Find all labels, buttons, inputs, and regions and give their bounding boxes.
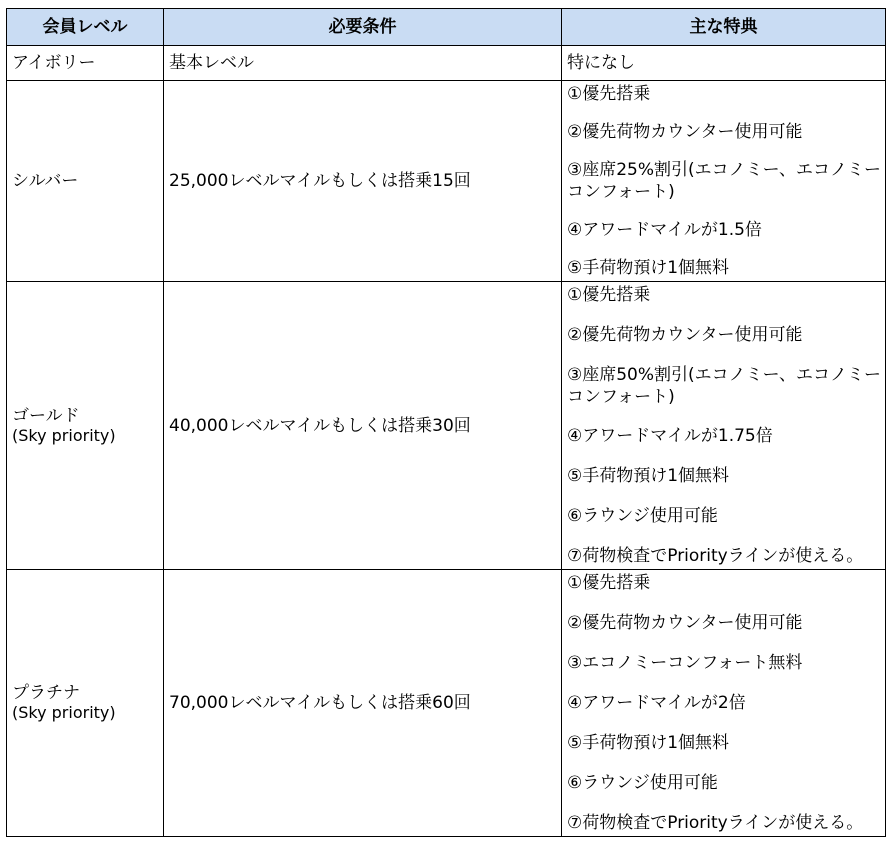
level-name: アイボリー [12, 53, 96, 73]
level-name: ゴールド [12, 405, 80, 426]
benefit-item: ④アワードマイルが2倍 [567, 693, 746, 713]
level-cell [7, 81, 164, 282]
benefits-cell [562, 282, 886, 570]
level-cell [7, 46, 164, 81]
table-row-ivory [7, 46, 886, 81]
benefit-item: ②優先荷物カウンター使用可能 [567, 324, 803, 345]
benefit-list [567, 81, 881, 281]
benefit-item: ③エコノミーコンフォート無料 [567, 653, 803, 673]
benefit-item: ②優先荷物カウンター使用可能 [567, 122, 803, 142]
benefit-list [567, 570, 881, 836]
benefits-cell [562, 570, 886, 837]
requirement-cell: 40,000レベルマイルもしくは搭乗30回 [164, 282, 562, 570]
header-benefits: 主な特典 [562, 9, 886, 46]
benefit-item: ①優先搭乗 [567, 285, 651, 305]
benefit-item: ②優先荷物カウンター使用可能 [567, 613, 803, 633]
header-level: 会員レベル [7, 9, 164, 46]
requirement-cell: 基本レベル [164, 46, 562, 81]
header-row [7, 9, 886, 46]
benefit-item: ⑤手荷物預け1個無料 [567, 733, 730, 753]
table-row-silver [7, 81, 886, 282]
level-cell [7, 282, 164, 570]
level-cell [7, 570, 164, 837]
benefit-item: ⑥ラウンジ使用可能 [567, 773, 718, 793]
benefits-cell [562, 81, 886, 282]
level-subtitle: (Sky priority) [12, 425, 116, 445]
benefit-item: ③座席50%割引(エコノミー、エコノミーコンフォート) [567, 364, 881, 407]
benefit-item: ①優先搭乗 [567, 84, 651, 104]
level-subtitle: (Sky priority) [12, 703, 116, 722]
table-row-gold [7, 282, 886, 570]
header-requirement: 必要条件 [164, 9, 562, 46]
benefits-cell [562, 46, 886, 81]
benefit-item: ⑥ラウンジ使用可能 [567, 506, 718, 527]
benefit-item: ④アワードマイルが1.5倍 [567, 220, 762, 240]
table-row-platinum [7, 570, 886, 837]
membership-level-table [6, 8, 886, 837]
benefit-list [567, 282, 881, 569]
benefit-item: ④アワードマイルが1.75倍 [567, 426, 773, 447]
requirement-cell: 25,000レベルマイルもしくは搭乗15回 [164, 81, 562, 282]
benefit-item: ③座席25%割引(エコノミー、エコノミーコンフォート) [567, 160, 881, 202]
benefit-item: ⑤手荷物預け1個無料 [567, 466, 730, 487]
requirement-cell: 70,000レベルマイルもしくは搭乗60回 [164, 570, 562, 837]
level-name: シルバー [12, 171, 79, 191]
level-name: プラチナ [12, 683, 80, 703]
benefit-item: ①優先搭乗 [567, 573, 651, 593]
benefit-item: ⑤手荷物預け1個無料 [567, 258, 730, 278]
benefit-item: ⑦荷物検査でPriorityラインが使える。 [567, 545, 864, 566]
benefit-item: ⑦荷物検査でPriorityラインが使える。 [567, 813, 864, 833]
benefit-item: 特になし [567, 53, 635, 73]
